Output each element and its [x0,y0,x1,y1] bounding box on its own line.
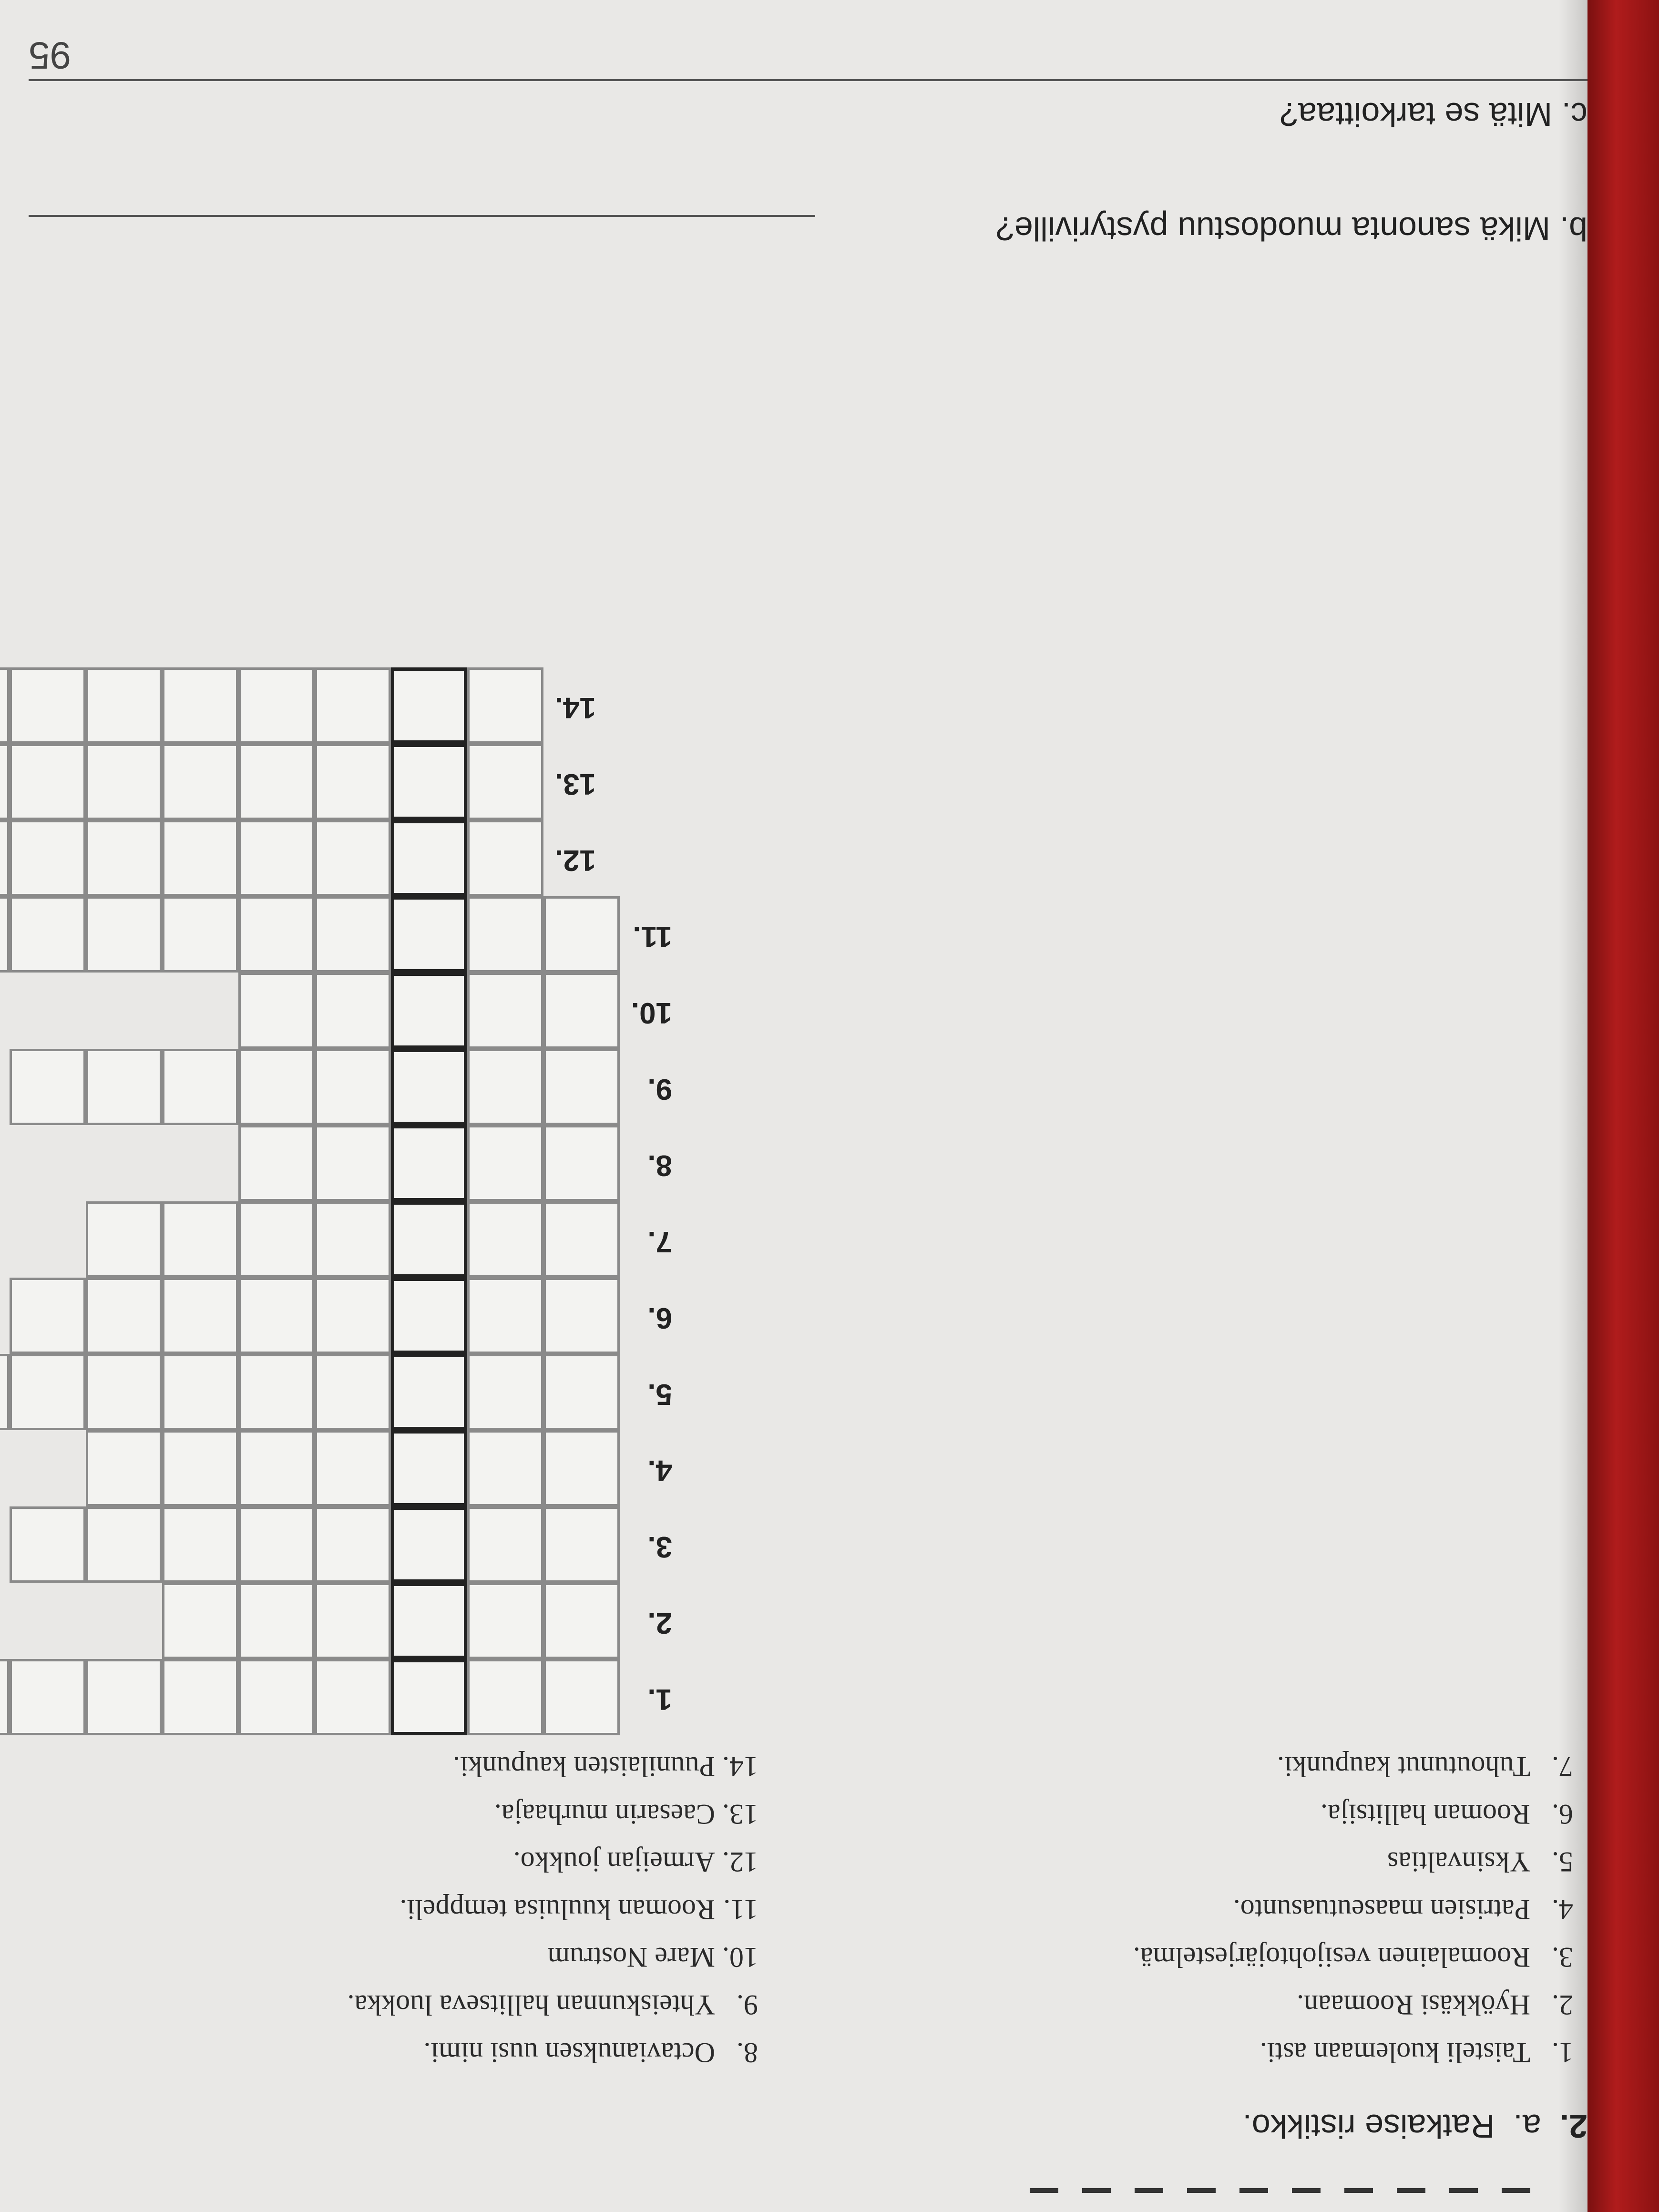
grid-cell[interactable] [543,1049,620,1125]
grid-cell[interactable] [238,1201,315,1278]
clue-text: Yksinvaltias [1387,1846,1530,1878]
grid-cell[interactable] [543,1354,620,1430]
question-c: c. Mitä se tarkoittaa? [1280,96,1587,133]
grid-cell[interactable] [238,820,315,896]
key-column-cell[interactable] [391,1430,467,1506]
clue-1 [1260,2036,1573,2069]
grid-row-number: 7. [647,1225,672,1258]
grid-row-number: 13. [554,768,596,800]
grid-cell[interactable] [10,1278,86,1354]
grid-cell[interactable] [238,1125,315,1201]
clue-number: 8. [737,2037,758,2069]
grid-cell[interactable] [467,744,543,820]
answer-line-b[interactable] [29,215,815,217]
grid-cell[interactable] [86,1430,162,1506]
grid-cell[interactable] [238,973,315,1049]
grid-cell[interactable] [467,973,543,1049]
grid-cell[interactable] [10,896,86,973]
clue-6 [1321,1798,1573,1831]
key-column-cell[interactable] [391,1583,467,1659]
grid-cell[interactable] [86,1049,162,1125]
grid-cell[interactable] [10,667,86,744]
answer-line-c[interactable] [29,79,1587,81]
grid-cell[interactable] [315,1125,391,1201]
clue-number: 9. [737,1989,758,2021]
clue-2 [1297,1988,1573,2021]
grid-cell[interactable] [315,1583,391,1659]
grid-row-number: 5. [647,1378,672,1411]
grid-cell[interactable] [467,1125,543,1201]
grid-cell[interactable] [315,1201,391,1278]
clue-number: 14. [722,1751,758,1782]
grid-cell[interactable] [238,1049,315,1125]
grid-cell[interactable] [162,1201,238,1278]
clue-text: Rooman kuuluisa temppeli. [399,1894,715,1925]
grid-cell[interactable] [162,1659,238,1735]
grid-cell[interactable] [467,820,543,896]
page-fold-shadow [1559,0,1587,2212]
grid-row-number: 1. [647,1683,672,1716]
grid-cell[interactable] [162,1354,238,1430]
grid-cell[interactable] [86,1201,162,1278]
clue-number: 1. [1552,2037,1573,2069]
grid-cell[interactable] [162,896,238,973]
grid-cell[interactable] [315,744,391,820]
grid-cell[interactable] [543,1201,620,1278]
key-column-cell[interactable] [391,820,467,896]
grid-cell[interactable] [86,1506,162,1583]
grid-cell[interactable] [467,1201,543,1278]
grid-row-number: 8. [647,1149,672,1182]
key-column-cell[interactable] [391,1201,467,1278]
clue-10 [547,1941,758,1974]
clue-text: Armeijan joukko. [513,1846,715,1878]
grid-cell[interactable] [315,896,391,973]
clue-number: 7. [1552,1751,1573,1782]
clue-number: 6. [1552,1799,1573,1830]
clue-11 [399,1893,758,1926]
clue-9 [347,1988,758,2021]
clue-number: 3. [1552,1942,1573,1973]
key-column-cell[interactable] [391,1354,467,1430]
grid-cell[interactable] [238,667,315,744]
grid-row-number: 4. [647,1454,672,1487]
clue-8 [423,2036,758,2069]
key-column-cell[interactable] [391,1506,467,1583]
key-column-cell[interactable] [391,1659,467,1735]
grid-row-number: 6. [647,1301,672,1334]
question-b: b. Mikä sanonta muodostuu pystyriville? [995,210,1587,247]
key-column-cell[interactable] [391,896,467,973]
clue-text: Taisteli kuolemaan asti. [1260,2037,1530,2069]
grid-cell[interactable] [238,896,315,973]
grid-cell[interactable] [238,1354,315,1430]
grid-cell[interactable] [315,1049,391,1125]
grid-cell[interactable] [162,744,238,820]
clue-number: 12. [722,1846,758,1878]
grid-cell[interactable] [238,744,315,820]
grid-cell[interactable] [543,896,620,973]
grid-cell[interactable] [86,820,162,896]
grid-cell[interactable] [467,1583,543,1659]
grid-cell[interactable] [543,1659,620,1735]
clue-number: 13. [722,1799,758,1830]
grid-cell[interactable] [162,1430,238,1506]
clue-text: Caesarin murhaaja. [494,1799,715,1830]
grid-cell[interactable] [86,1278,162,1354]
grid-cell[interactable] [467,896,543,973]
grid-cell[interactable] [10,1049,86,1125]
clue-4 [1233,1893,1573,1926]
grid-cell[interactable] [315,820,391,896]
grid-cell[interactable] [543,973,620,1049]
clue-text: Yhteiskunnan hallitseva luokka. [347,1989,715,2021]
grid-cell[interactable] [10,1659,86,1735]
grid-cell[interactable] [315,1278,391,1354]
grid-cell[interactable] [543,1430,620,1506]
grid-cell[interactable] [86,1659,162,1735]
grid-cell[interactable] [162,820,238,896]
key-column-cell[interactable] [391,744,467,820]
clue-text: Rooman hallitsija. [1321,1799,1530,1830]
grid-cell[interactable] [315,1354,391,1430]
grid-cell[interactable] [315,667,391,744]
clue-text: Octavianuksen uusi nimi. [423,2037,715,2069]
key-column-cell[interactable] [391,1125,467,1201]
grid-cell[interactable] [467,1354,543,1430]
page-number: 95 [29,34,71,77]
clue-12 [513,1845,758,1878]
grid-cell[interactable] [467,1049,543,1125]
clue-number: 11. [723,1894,758,1925]
clue-text: Patrisien maaseutuasunto. [1233,1894,1530,1925]
clue-text: Puunilaisten kaupunki. [453,1751,715,1782]
clue-number: 10. [722,1942,758,1973]
grid-cell[interactable] [10,820,86,896]
grid-cell[interactable] [238,1278,315,1354]
grid-cell[interactable] [162,1049,238,1125]
grid-row-number: 9. [647,1073,672,1106]
grid-cell[interactable] [467,667,543,744]
grid-cell[interactable] [10,1354,86,1430]
clue-text: Mare Nostrum [547,1942,715,1973]
grid-cell[interactable] [543,1125,620,1201]
grid-cell[interactable] [315,1430,391,1506]
clue-number: 2. [1552,1989,1573,2021]
grid-row-number: 14. [554,691,596,724]
grid-cell[interactable] [0,667,10,744]
grid-cell[interactable] [467,1659,543,1735]
grid-cell[interactable] [162,1278,238,1354]
clue-text: Hyökkäsi Roomaan. [1297,1989,1530,2021]
grid-row-number: 10. [631,996,672,1029]
grid-cell[interactable] [0,820,10,896]
task-heading: 2. a. Ratkaise ristikko. [1242,2108,1587,2145]
grid-cell[interactable] [315,973,391,1049]
grid-cell[interactable] [0,896,10,973]
grid-cell[interactable] [10,744,86,820]
grid-cell[interactable] [467,1430,543,1506]
clue-13 [494,1798,758,1831]
clue-14 [453,1750,758,1783]
grid-cell[interactable] [0,1354,10,1430]
grid-row-number: 3. [647,1530,672,1563]
grid-cell[interactable] [0,744,10,820]
grid-cell[interactable] [543,1506,620,1583]
grid-cell[interactable] [86,1354,162,1430]
grid-cell[interactable] [162,667,238,744]
grid-cell[interactable] [238,1506,315,1583]
grid-cell[interactable] [467,1506,543,1583]
key-column-cell[interactable] [391,973,467,1049]
grid-cell[interactable] [0,1659,10,1735]
grid-cell[interactable] [543,1583,620,1659]
clue-number: 4. [1552,1894,1573,1925]
grid-cell[interactable] [162,1583,238,1659]
key-column-cell[interactable] [391,1278,467,1354]
clue-3 [1133,1941,1573,1974]
grid-cell[interactable] [543,1278,620,1354]
grid-row-number: 12. [554,844,596,877]
grid-cell[interactable] [10,1506,86,1583]
grid-cell[interactable] [315,1659,391,1735]
grid-cell[interactable] [238,1659,315,1735]
grid-cell[interactable] [86,667,162,744]
grid-cell[interactable] [238,1430,315,1506]
grid-cell[interactable] [86,896,162,973]
grid-cell[interactable] [162,1506,238,1583]
grid-cell[interactable] [315,1506,391,1583]
key-column-cell[interactable] [391,1049,467,1125]
grid-cell[interactable] [238,1583,315,1659]
grid-cell[interactable] [86,744,162,820]
grid-row-number: 2. [647,1607,672,1639]
clue-text: Tuhoutunut kaupunki. [1277,1751,1530,1782]
key-column-cell[interactable] [391,667,467,744]
clue-5 [1387,1845,1573,1878]
clue-number: 5. [1552,1846,1573,1878]
clue-7 [1277,1750,1573,1783]
clue-text: Roomalainen vesijohtojärjestelmä. [1133,1942,1530,1973]
grid-cell[interactable] [467,1278,543,1354]
grid-row-number: 11. [633,920,672,953]
